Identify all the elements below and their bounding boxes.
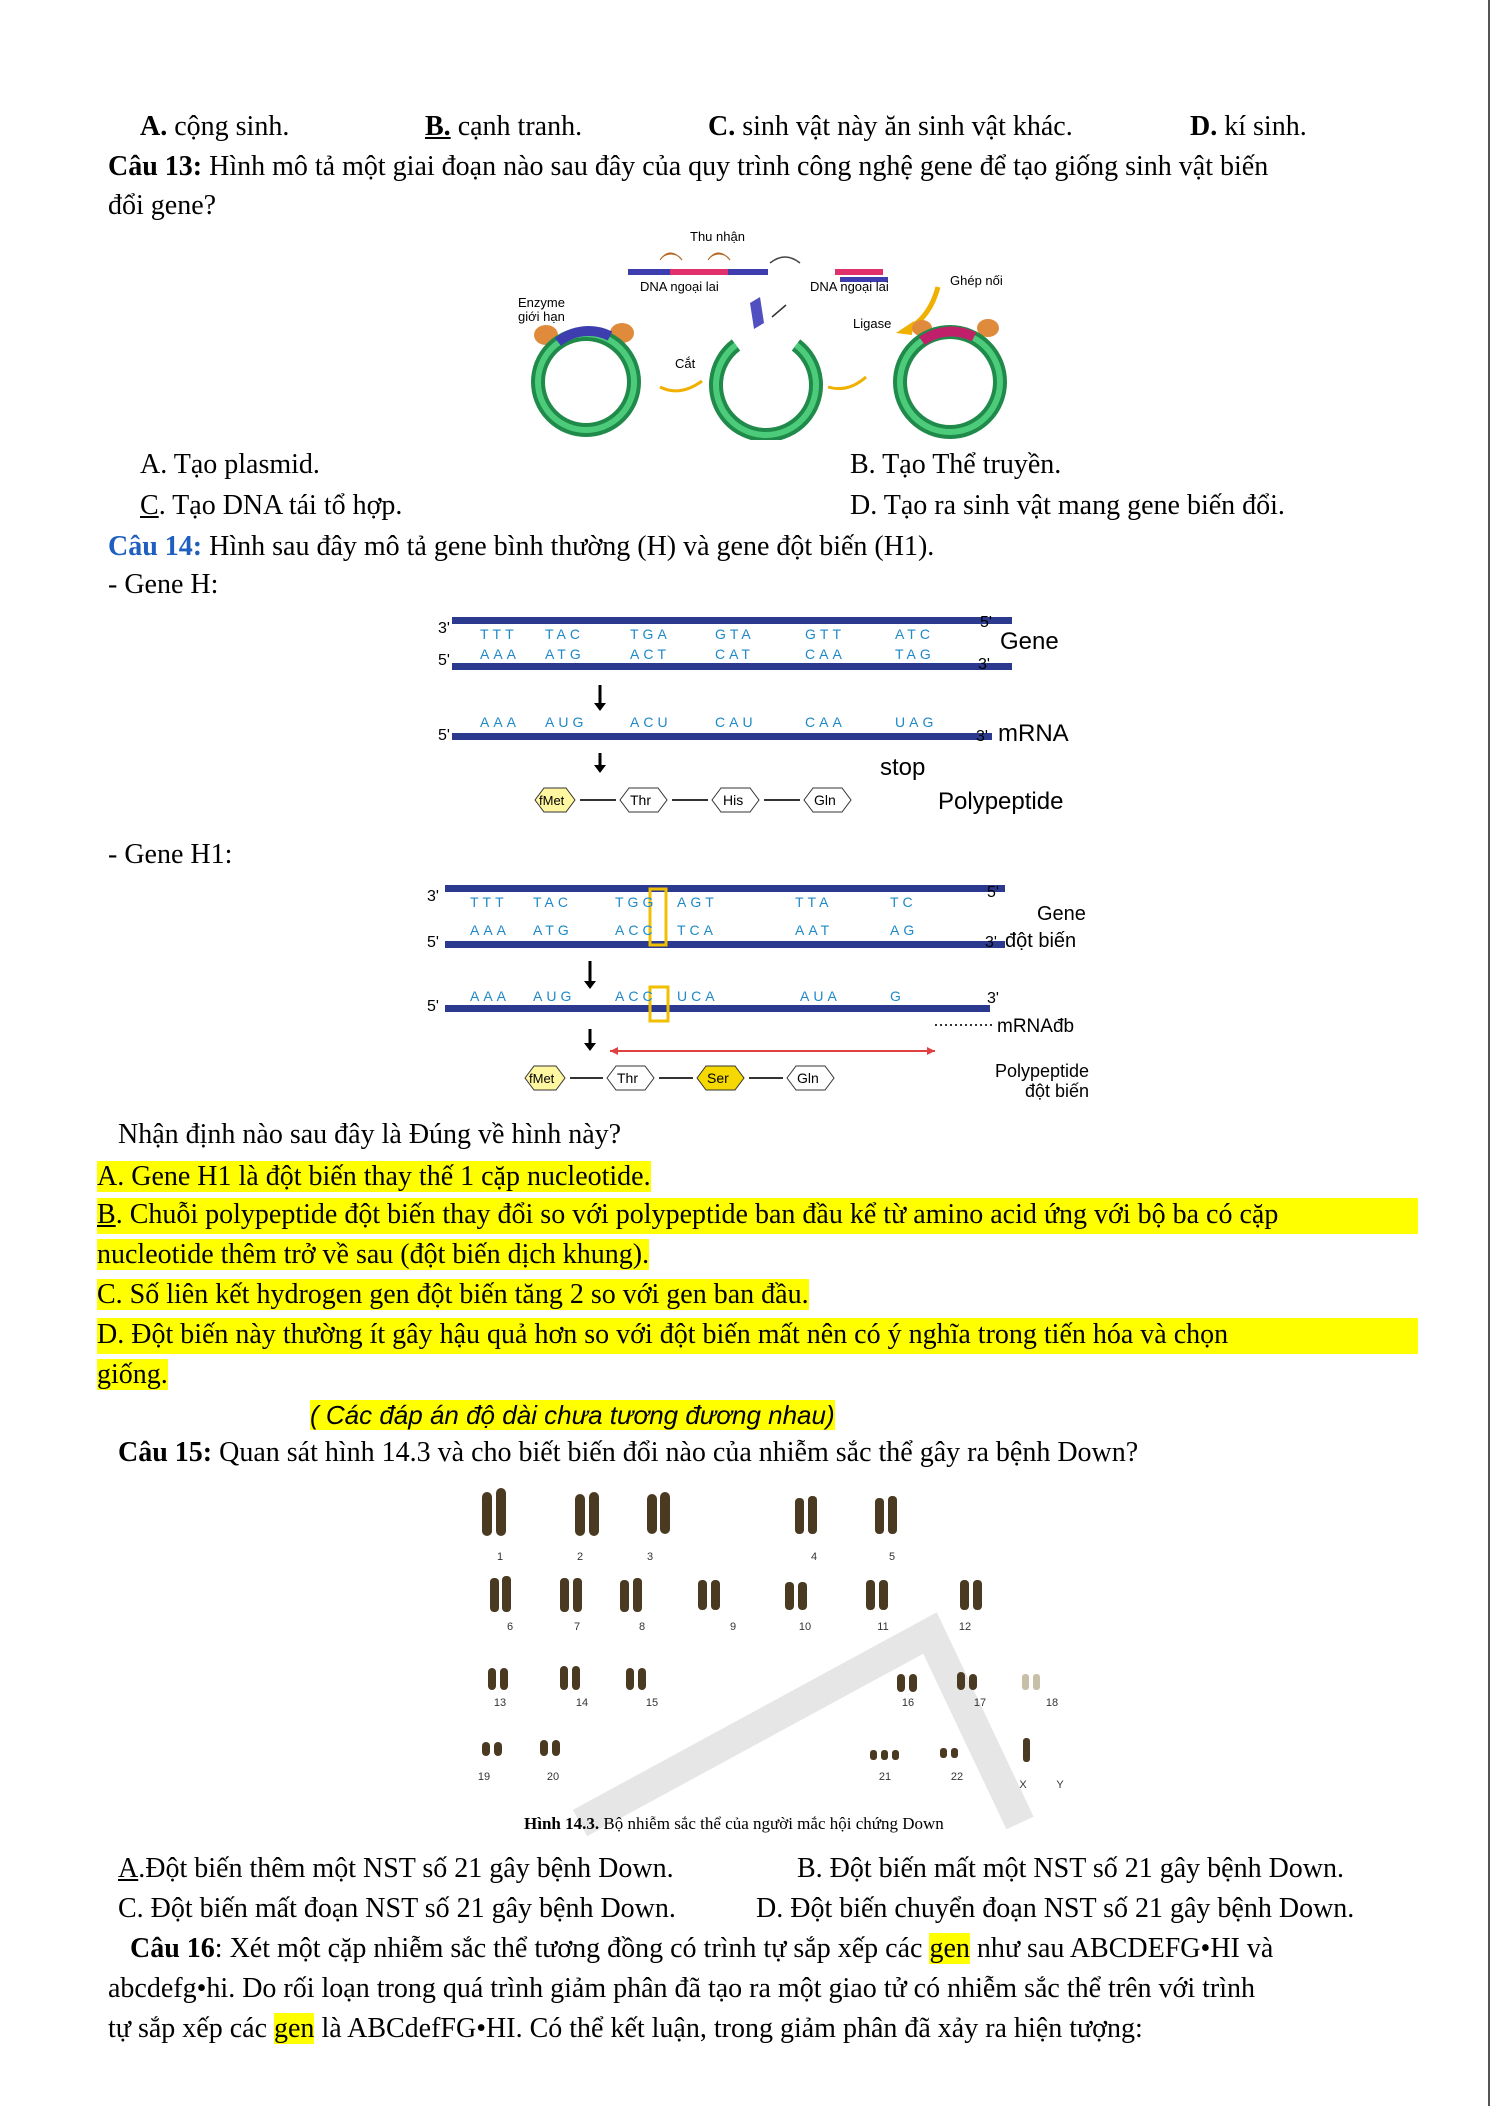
svg-text:CAA: CAA [805,646,846,662]
svg-text:TAC: TAC [545,626,584,642]
svg-text:AUG: AUG [545,714,588,730]
svg-text:18: 18 [1045,1697,1059,1709]
svg-text:TGA: TGA [630,626,671,642]
fig2-3prime-top: 3' [427,888,439,905]
svg-text:15: 15 [645,1697,659,1709]
q13-option-d: D. Tạo ra sinh vật mang gene biến đổi. [850,490,1285,521]
fig2-polypeptide-label: Polypeptide [995,1061,1090,1081]
q13-option-a: A. Tạo plasmid. [140,449,320,480]
q14-option-b: B. Chuỗi polypeptide đột biến thay đổi so với polypeptide ban đầu kể từ amino acid ứng với bộ ba có cặp [97,1199,1279,1230]
fig1-5prime-mrna: 5' [438,727,450,744]
q14-option-b-cont: nucleotide thêm trở về sau (đột biến dịch khung). [97,1239,650,1270]
q14-option-d: D. Đột biến này thường ít gây hậu quả hơn so với đột biến mất nên có ý nghĩa trong tiến hóa và chọn [97,1319,1229,1350]
fig2-5prime-mrna: 5' [427,998,439,1015]
svg-text:13: 13 [493,1697,507,1709]
svg-text:17: 17 [973,1697,987,1709]
thu-nhan-label: Thu nhận [690,229,745,244]
q12-option-c: C. sinh vật này ăn sinh vật khác. [708,111,1073,142]
svg-text:AG: AG [890,922,919,938]
svg-text:CAT: CAT [715,646,754,662]
q12-option-b: B. cạnh tranh. [425,111,583,142]
q13-question-cont: đổi gene? [108,190,217,221]
gene-h-figure [420,605,1100,830]
svg-text:14: 14 [575,1697,589,1709]
fig1-3prime-bottom: 3' [978,656,990,673]
gioi-han-label: giới hạn [518,309,565,324]
svg-text:ACC: ACC [615,988,657,1004]
q13-option-c: C. Tạo DNA tái tổ hợp. [140,490,403,521]
svg-text:AGT: AGT [677,894,718,910]
svg-text:21: 21 [878,1771,892,1783]
fig1-stop-label: stop [880,754,926,781]
fig2-gene-label: Gene [1037,903,1086,925]
q15-question: Câu 15: Quan sát hình 14.3 và cho biết biến đổi nào của nhiễm sắc thể gây ra bệnh Down? [118,1437,1139,1468]
svg-text:11: 11 [877,1621,889,1633]
svg-text:7: 7 [573,1621,581,1633]
svg-text:TTA: TTA [795,894,833,910]
svg-text:TTT: TTT [470,894,508,910]
svg-text:ACT: ACT [630,646,670,662]
svg-text:AAA: AAA [470,922,511,938]
enzyme-label: Enzyme [518,295,565,310]
svg-text:TCA: TCA [677,922,717,938]
svg-text:His: His [723,792,744,808]
svg-text:3: 3 [646,1551,654,1563]
svg-text:ACC: ACC [615,922,657,938]
fig1-mrna-label: mRNA [998,720,1069,747]
svg-text:Ser: Ser [707,1070,729,1086]
fig1-gene-label: Gene [1000,628,1059,655]
q15-option-a: A.Đột biến thêm một NST số 21 gây bệnh Down. [118,1853,674,1884]
q14-option-d-cont: giống. [97,1359,168,1390]
svg-text:TAG: TAG [895,646,935,662]
fig2-3prime-bottom: 3' [985,934,997,951]
cat-label: Cắt [675,356,696,371]
q16-question-line1: Câu 16: Xét một cặp nhiễm sắc thể tương đồng có trình tự sắp xếp các gen như sau ABCDEFG•HI và [130,1933,1274,1964]
fig1-bottom-codons [480,646,935,662]
q14-option-c: C. Số liên kết hydrogen gen đột biến tăng 2 so với gen ban đầu. [97,1279,809,1310]
svg-text:19: 19 [477,1771,491,1783]
fig2-mrna-label: mRNAđb [997,1016,1075,1037]
svg-text:Gln: Gln [797,1070,819,1086]
svg-text:TC: TC [890,894,917,910]
svg-text:AAA: AAA [480,646,521,662]
recombinant-dna-figure [510,225,1030,440]
q14-option-a: A. Gene H1 là đột biến thay thế 1 cặp nucleotide. [97,1161,651,1192]
svg-text:6: 6 [506,1621,514,1633]
fig1-amino-acids [535,788,851,812]
fig2-bottom-codons [470,922,918,938]
svg-text:GTA: GTA [715,626,755,642]
fig2-gene-sub: đột biến [1005,930,1077,952]
svg-text:20: 20 [546,1771,560,1783]
svg-text:CAA: CAA [805,714,846,730]
q15-option-c: C. Đột biến mất đoạn NST số 21 gây bệnh Down. [118,1893,676,1924]
svg-text:CAU: CAU [715,714,757,730]
q12-option-a: A. cộng sinh. [140,111,290,142]
svg-text:Thr: Thr [617,1070,638,1086]
gene-h1-label: - Gene H1: [108,839,233,870]
svg-text:1: 1 [496,1551,504,1563]
svg-text:8: 8 [638,1621,646,1633]
ligase-label: Ligase [853,316,892,331]
svg-text:16: 16 [901,1697,915,1709]
q14-prompt: Nhận định nào sau đây là Đúng về hình này? [118,1119,622,1150]
gene-h1-figure [415,875,1105,1110]
svg-text:Thr: Thr [630,792,651,808]
svg-text:TAC: TAC [533,894,572,910]
svg-text:ACU: ACU [630,714,672,730]
q13-question: Câu 13: Hình mô tả một giai đoạn nào sau đây của quy trình công nghệ gene để tạo giống sinh vật biến [108,151,1269,182]
q16-question-line3: tự sắp xếp các gen là ABCdefFG•HI. Có thể kết luận, trong giảm phân đã xảy ra hiện tượng: [108,2013,1143,2044]
svg-text:5: 5 [888,1551,896,1563]
karyotype-caption: Hình 14.3. Bộ nhiễm sắc thể của người mắc hội chứng Down [524,1814,944,1833]
ghep-noi-label: Ghép nối [950,273,1003,288]
svg-text:Y: Y [1056,1779,1064,1791]
fig2-amino-acids [525,1066,834,1090]
svg-text:GTT: GTT [805,626,845,642]
svg-text:TGG: TGG [615,894,658,910]
dna-ngoai-lai-2: DNA ngoại lai [810,279,889,294]
svg-text:G: G [890,988,905,1004]
fig2-polypeptide-sub: đột biến [1025,1081,1090,1101]
svg-text:fMet: fMet [529,1071,555,1086]
fig1-5prime-top: 5' [980,614,992,631]
svg-text:12: 12 [958,1621,972,1633]
fig1-polypeptide-label: Polypeptide [938,788,1064,815]
dna-ngoai-lai-1: DNA ngoại lai [640,279,719,294]
karyotype-figure [460,1478,1080,1838]
svg-text:9: 9 [729,1621,737,1633]
fig1-mrna-codons [480,714,937,730]
svg-text:fMet: fMet [539,793,565,808]
q13-option-b: B. Tạo Thể truyền. [850,449,1062,480]
fig2-top-codons [470,894,917,910]
fig1-3prime-top: 3' [438,620,450,637]
svg-text:AAT: AAT [795,922,834,938]
svg-text:ATG: ATG [545,646,585,662]
svg-text:X: X [1019,1779,1027,1791]
svg-text:Gln: Gln [814,792,836,808]
svg-text:UCA: UCA [677,988,719,1004]
q15-option-b: B. Đột biến mất một NST số 21 gây bệnh Down. [797,1853,1345,1884]
svg-text:10: 10 [798,1621,812,1633]
fig2-5prime-bottom: 5' [427,934,439,951]
svg-text:2: 2 [576,1551,584,1563]
svg-text:22: 22 [950,1771,964,1783]
q15-option-d: D. Đột biến chuyển đoạn NST số 21 gây bệnh Down. [756,1893,1355,1924]
gene-h-label: - Gene H: [108,569,219,600]
svg-text:ATG: ATG [533,922,573,938]
fig2-5prime-top: 5' [987,884,999,901]
fig1-5prime-bottom: 5' [438,652,450,669]
svg-text:4: 4 [810,1551,818,1563]
fig2-mrna-codons [470,988,905,1004]
svg-text:UAG: UAG [895,714,938,730]
svg-text:AUG: AUG [533,988,576,1004]
svg-text:AAA: AAA [470,988,511,1004]
svg-text:TTT: TTT [480,626,518,642]
fig1-top-codons [480,626,934,642]
fig2-3prime-mrna: 3' [987,990,999,1007]
q14-question: Câu 14: Hình sau đây mô tả gene bình thường (H) và gene đột biến (H1). [108,531,935,562]
q16-question-line2: abcdefg•hi. Do rối loạn trong quá trình giảm phân đã tạo ra một giao tử có nhiễm sắc thể trên với trình [108,1973,1256,2004]
svg-text:ATC: ATC [895,626,934,642]
svg-text:AUA: AUA [800,988,841,1004]
q12-option-d: D. kí sinh. [1190,111,1307,142]
q14-note: ( Các đáp án độ dài chưa tương đương nhau) [310,1400,835,1430]
fig1-3prime-mrna: 3' [976,728,988,745]
svg-text:AAA: AAA [480,714,521,730]
